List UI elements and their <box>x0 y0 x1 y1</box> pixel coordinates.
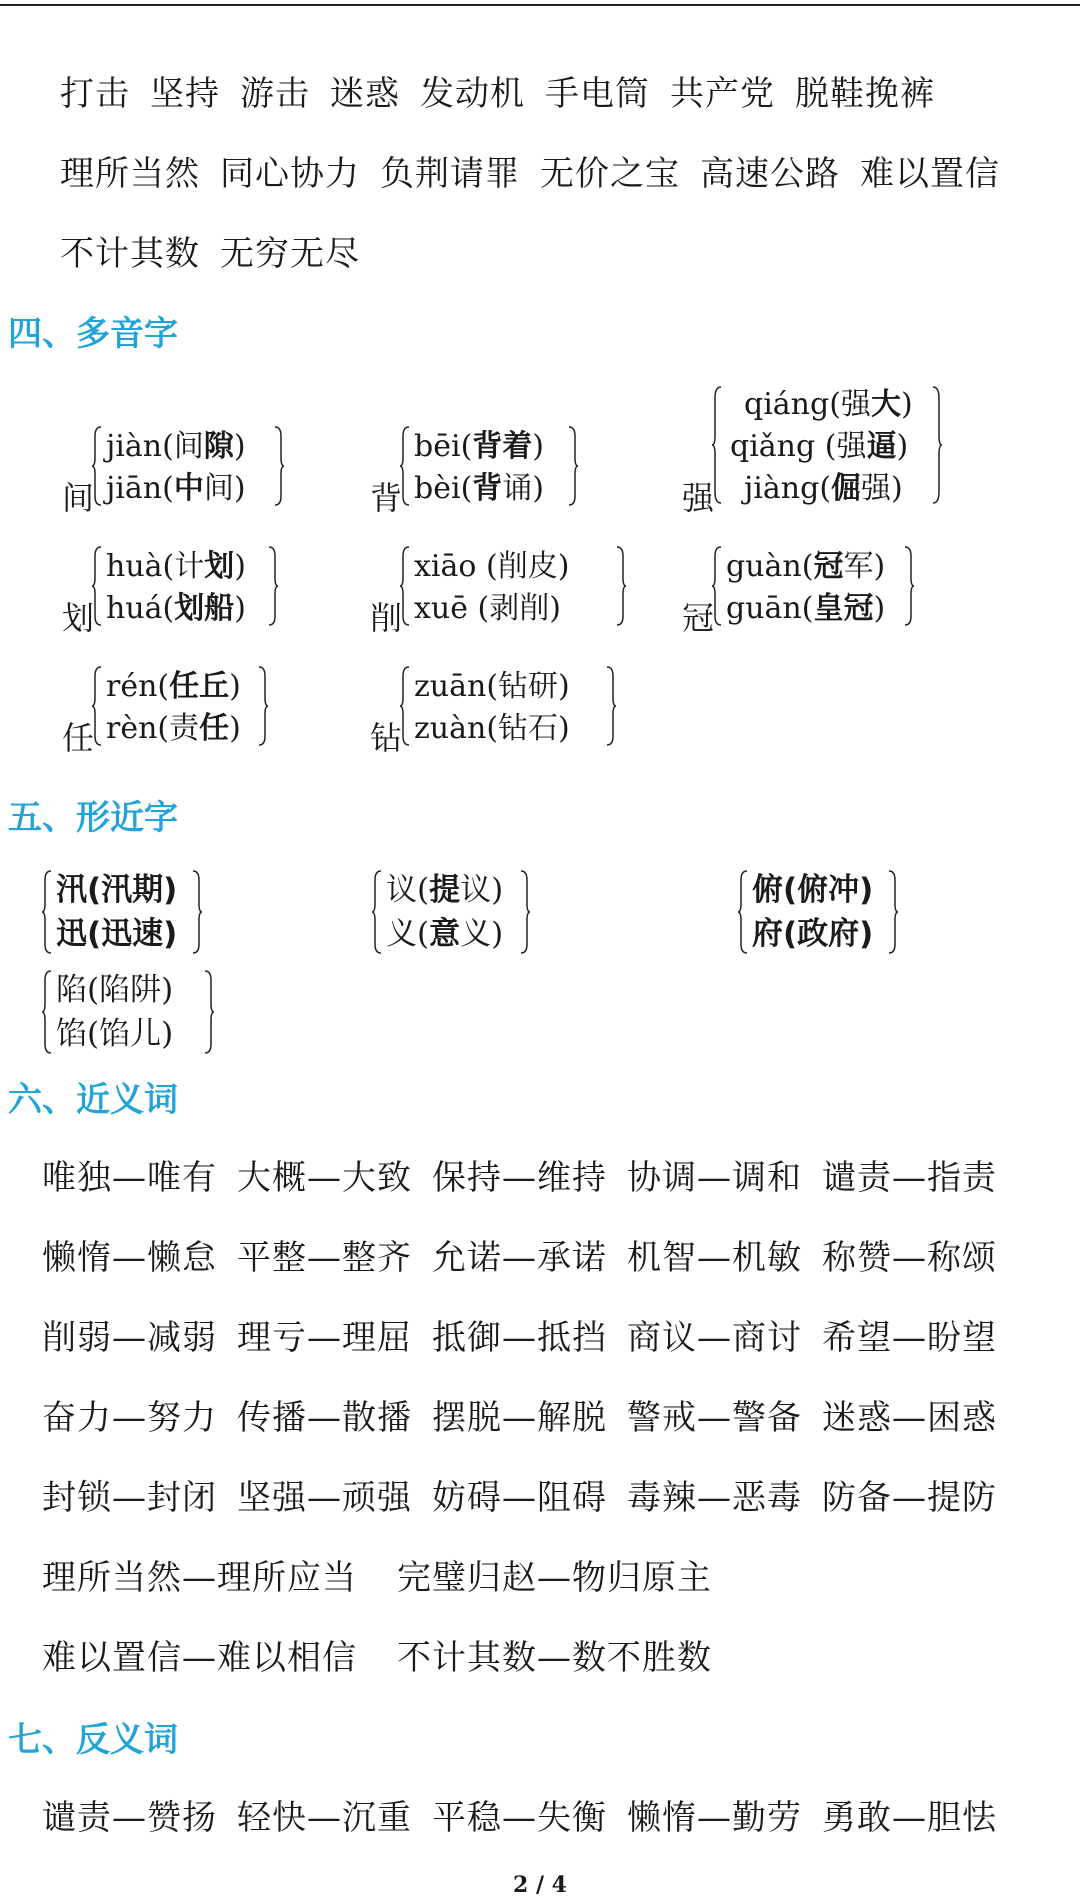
synonym-row: 难以置信—难以相信 不计其数—数不胜数 <box>42 1638 712 1678</box>
vocab-word: 高速公路 <box>700 154 840 194</box>
polyphone-entry: bèi(背诵) <box>414 471 544 506</box>
synonym-row: 理所当然—理所应当 完璧归赵—物归原主 <box>42 1558 712 1598</box>
polyphone-char: 任 <box>62 719 95 757</box>
polyphone-entry: guān(皇冠) <box>726 591 886 626</box>
right-brace-icon <box>258 666 268 746</box>
vocab-word: 坚持 <box>150 74 220 114</box>
polyphone-entry: qiǎng (强逼) <box>730 429 909 464</box>
polyphone-entry: jiàng(倔强) <box>744 471 903 506</box>
polyphone-entry: jiān(中间) <box>106 471 246 506</box>
polyphone-group-zuan <box>370 666 620 762</box>
similar-entry: 馅(馅儿) <box>56 1016 174 1052</box>
section-heading-similar-chars: 五、形近字 <box>8 798 178 838</box>
similar-entry: 义(意义) <box>386 916 504 952</box>
polyphone-entry: guàn(冠军) <box>726 549 886 584</box>
vocab-word: 无价之宝 <box>540 154 680 194</box>
synonym-row: 削弱—减弱 理亏—理屈 抵御—抵挡 商议—商讨 希望—盼望 <box>42 1318 997 1358</box>
vocab-row-1 <box>60 66 955 115</box>
polyphone-entry: zuān(钻研) <box>414 669 570 704</box>
vocab-word: 手电筒 <box>545 74 650 114</box>
left-brace-icon <box>42 970 52 1054</box>
polyphone-char: 钻 <box>370 719 403 757</box>
polyphone-char: 间 <box>62 479 95 517</box>
polyphone-entry: bēi(背着) <box>414 429 544 464</box>
top-rule <box>0 4 1080 6</box>
vocab-word: 共产党 <box>670 74 775 114</box>
vocab-word: 理所当然 <box>60 154 200 194</box>
synonym-row: 唯独—唯有 大概—大致 保持—维持 协调—调和 谴责—指责 <box>42 1158 997 1198</box>
left-brace-icon <box>92 666 102 746</box>
similar-entry: 府(政府) <box>752 916 874 952</box>
vocab-word: 负荆请罪 <box>380 154 520 194</box>
polyphone-group-hua <box>62 546 292 642</box>
vocab-word: 不计其数 <box>60 234 200 274</box>
similar-pair-yi <box>372 870 542 960</box>
polyphone-entry: rèn(责任) <box>106 711 241 746</box>
left-brace-icon <box>400 426 410 506</box>
polyphone-group-guan <box>682 546 922 642</box>
left-brace-icon <box>92 426 102 506</box>
right-brace-icon <box>520 870 530 954</box>
similar-entry: 议(提议) <box>386 872 504 908</box>
right-brace-icon <box>932 386 942 504</box>
vocab-word: 脱鞋挽裤 <box>795 74 935 114</box>
vocab-word: 打击 <box>60 74 130 114</box>
polyphone-entry: xiāo (削皮) <box>414 549 570 584</box>
similar-entry: 汛(汛期) <box>56 872 178 908</box>
section-heading-antonyms: 七、反义词 <box>8 1720 178 1760</box>
polyphone-entry: zuàn(钻石) <box>414 711 570 746</box>
left-brace-icon <box>712 386 722 504</box>
vocab-word: 发动机 <box>420 74 525 114</box>
polyphone-group-jian <box>62 426 292 522</box>
page-number: 2 / 4 <box>513 1872 567 1898</box>
polyphone-entry: jiàn(间隙) <box>106 429 246 464</box>
synonym-row: 懒惰—懒怠 平整—整齐 允诺—承诺 机智—机敏 称赞—称颂 <box>42 1238 997 1278</box>
vocab-word: 无穷无尽 <box>220 234 360 274</box>
right-brace-icon <box>568 426 578 506</box>
vocab-word: 难以置信 <box>860 154 1000 194</box>
left-brace-icon <box>92 546 102 626</box>
left-brace-icon <box>712 546 722 626</box>
right-brace-icon <box>904 546 914 626</box>
polyphone-group-ren <box>62 666 292 762</box>
similar-entry: 迅(迅速) <box>56 916 178 952</box>
right-brace-icon <box>616 546 626 626</box>
polyphone-char: 冠 <box>682 599 715 637</box>
vocab-word: 同心协力 <box>220 154 360 194</box>
polyphone-entry: huá(划船) <box>106 591 246 626</box>
section-heading-synonyms: 六、近义词 <box>8 1080 178 1120</box>
polyphone-entry: xuē (剥削) <box>414 591 561 626</box>
right-brace-icon <box>274 426 284 506</box>
synonym-row: 封锁—封闭 坚强—顽强 妨碍—阻碍 毒辣—恶毒 防备—提防 <box>42 1478 997 1518</box>
vocab-row-2 <box>60 146 1020 195</box>
right-brace-icon <box>204 970 214 1054</box>
polyphone-entry: qiáng(强大) <box>744 387 913 422</box>
section-heading-polyphones: 四、多音字 <box>8 314 178 354</box>
vocab-row-3 <box>60 226 380 275</box>
right-brace-icon <box>888 870 898 954</box>
polyphone-group-qiang <box>682 386 942 522</box>
right-brace-icon <box>606 666 616 746</box>
similar-entry: 陷(陷阱) <box>56 972 174 1008</box>
polyphone-group-bei <box>370 426 590 522</box>
antonym-row: 谴责—赞扬 轻快—沉重 平稳—失衡 懒惰—勤劳 勇敢—胆怯 <box>42 1798 997 1838</box>
polyphone-char: 划 <box>62 599 95 637</box>
polyphone-char: 强 <box>682 479 715 517</box>
polyphone-group-xiao <box>370 546 630 642</box>
left-brace-icon <box>372 870 382 954</box>
synonym-row: 奋力—努力 传播—散播 摆脱—解脱 警戒—警备 迷惑—困惑 <box>42 1398 997 1438</box>
polyphone-entry: rén(任丘) <box>106 669 241 704</box>
right-brace-icon <box>268 546 278 626</box>
vocab-word: 游击 <box>240 74 310 114</box>
vocab-word: 迷惑 <box>330 74 400 114</box>
left-brace-icon <box>738 870 748 954</box>
left-brace-icon <box>42 870 52 954</box>
polyphone-entry: huà(计划) <box>106 549 246 584</box>
similar-pair-fu <box>738 870 908 960</box>
left-brace-icon <box>400 666 410 746</box>
similar-pair-xun <box>42 870 212 960</box>
left-brace-icon <box>400 546 410 626</box>
similar-entry: 俯(俯冲) <box>752 872 874 908</box>
right-brace-icon <box>192 870 202 954</box>
polyphone-char: 背 <box>370 479 403 517</box>
polyphone-char: 削 <box>370 599 403 637</box>
similar-pair-xian <box>42 970 222 1060</box>
